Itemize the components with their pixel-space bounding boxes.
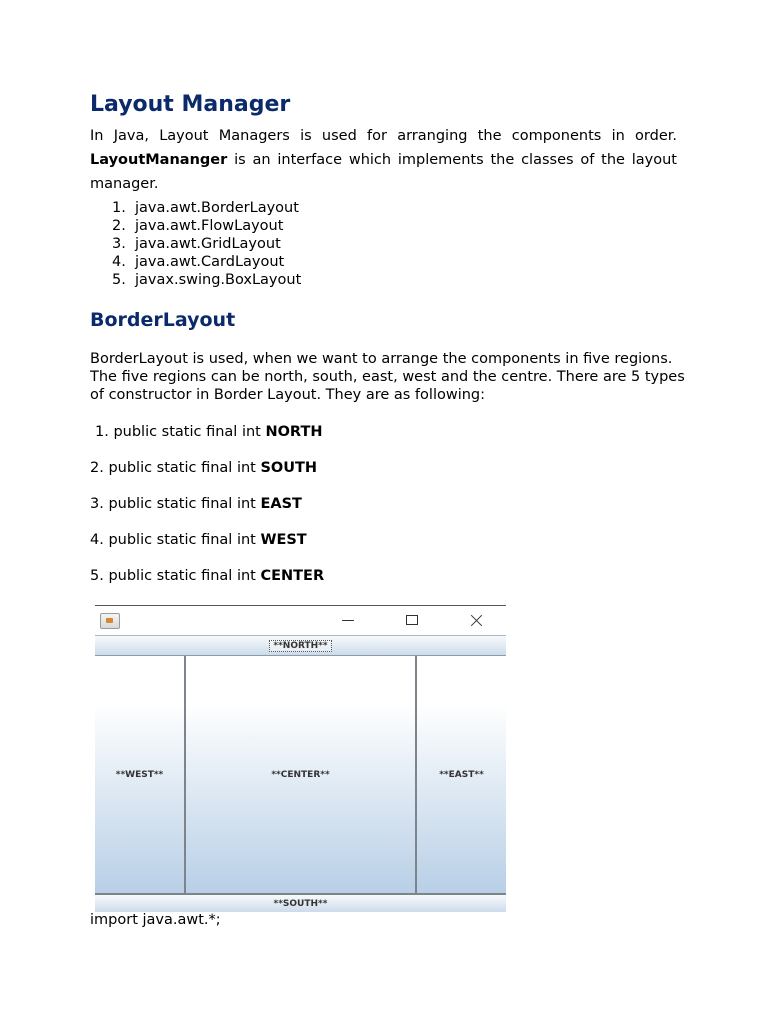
east-label: **EAST** <box>439 769 484 780</box>
constant-line: 5. public static final int CENTER <box>90 568 325 584</box>
list-item: 4. java.awt.CardLayout <box>112 254 285 270</box>
constant-line: 1. public static final int NORTH <box>95 424 323 440</box>
constant-line: 3. public static final int EAST <box>90 496 302 512</box>
border-layout-window-screenshot <box>95 605 506 912</box>
list-item: 2. java.awt.FlowLayout <box>112 218 284 234</box>
window-titlebar <box>95 606 506 635</box>
west-label: **WEST** <box>115 769 164 780</box>
intro-paragraph <box>90 124 677 196</box>
center-label: **CENTER** <box>271 769 330 780</box>
close-icon[interactable] <box>466 610 488 630</box>
minimize-icon[interactable] <box>337 610 359 630</box>
west-button[interactable] <box>95 656 186 893</box>
constant-line: 4. public static final int WEST <box>90 532 307 548</box>
south-button[interactable] <box>95 893 506 912</box>
south-label: **SOUTH** <box>273 898 328 909</box>
east-button[interactable] <box>417 656 506 893</box>
list-item: 5. javax.swing.BoxLayout <box>112 272 302 288</box>
layout-list <box>112 199 301 289</box>
north-button[interactable] <box>95 635 506 656</box>
java-app-icon <box>100 613 120 629</box>
list-item: 1. java.awt.BorderLayout <box>112 200 299 216</box>
intro-text-1: In Java, Layout Managers is used for arranging the components in order. <box>90 128 677 144</box>
border-description: BorderLayout is used, when we want to arrange the components in five regions. The five regions can be north, south, east, west and the centre. There are 5 types of constructor in Border Layout. They are as following: <box>90 351 685 403</box>
intro-text-2: is an interface which implements the classes of the layout manager. <box>90 152 677 192</box>
list-item: 3. java.awt.GridLayout <box>112 236 281 252</box>
north-label: **NORTH** <box>269 640 331 652</box>
center-button[interactable] <box>186 656 417 893</box>
page-title: Layout Manager <box>90 92 291 117</box>
intro-bold-term: LayoutMananger <box>90 152 228 168</box>
constant-line: 2. public static final int SOUTH <box>90 460 318 476</box>
code-line: import java.awt.*; <box>90 912 221 928</box>
maximize-icon[interactable] <box>401 610 423 630</box>
section-heading: BorderLayout <box>90 309 236 331</box>
